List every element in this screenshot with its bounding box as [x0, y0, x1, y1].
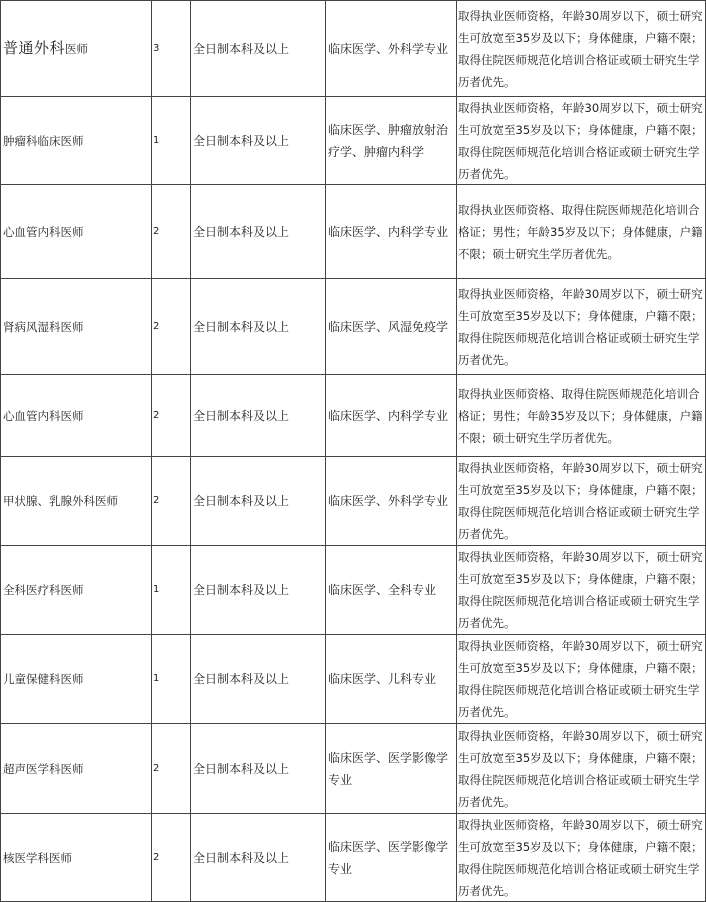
- requirements-text: 取得执业医师资格、取得住院医师规范化培训合格证；男性；年龄35岁及以下；身体健康，户籍不限；硕士研究生学历者优先。: [458, 386, 703, 445]
- requirements-cell: [457, 1, 706, 96]
- major-cell: [326, 457, 456, 545]
- requirements-cell: [457, 279, 706, 374]
- education-cell: [191, 814, 325, 902]
- table-column-divider: [190, 0, 191, 902]
- major-text: 临床医学、肿瘤放射治疗学、肿瘤内科学: [328, 122, 449, 159]
- requirements-text: 取得执业医师资格、取得住院医师规范化培训合格证；男性；年龄35岁及以下；身体健康，户籍不限；硕士研究生学历者优先。: [458, 202, 703, 261]
- education-cell: [191, 1, 325, 96]
- major-text: 临床医学、内科学专业: [328, 224, 449, 239]
- count-text: 1: [153, 673, 160, 684]
- education-text: 全日制本科及以上: [193, 851, 290, 865]
- table-column-divider: [456, 0, 457, 902]
- education-text: 全日制本科及以上: [193, 583, 290, 597]
- count-text: 3: [153, 42, 160, 54]
- position-text: 医师: [65, 42, 89, 56]
- major-text: 临床医学、外科学专业: [328, 41, 449, 56]
- major-cell: [326, 1, 456, 96]
- requirements-text: 取得执业医师资格，年龄30周岁以下，硕士研究生可放宽至35岁及以下；身体健康，户籍不限；取得住院医师规范化培训合格证或硕士研究生学历者优先。: [458, 728, 703, 809]
- requirements-cell: [457, 185, 706, 278]
- position-text: 肾病风湿科医师: [3, 319, 84, 334]
- table-row-divider: [0, 374, 706, 375]
- count-cell: [152, 1, 190, 96]
- position-text: 肿瘤科临床医师: [3, 133, 84, 148]
- education-cell: [191, 546, 325, 634]
- position-cell: [1, 546, 151, 634]
- requirements-cell: [457, 97, 706, 184]
- major-cell: [326, 814, 456, 902]
- position-cell: [1, 279, 151, 374]
- requirements-text: 取得执业医师资格，年龄30周岁以下，硕士研究生可放宽至35岁及以下；身体健康，户籍不限；取得住院医师规范化培训合格证或硕士研究生学历者优先。: [458, 550, 703, 630]
- table-row-divider: [0, 723, 706, 724]
- table-column-divider: [325, 0, 326, 902]
- count-text: 1: [153, 134, 160, 146]
- count-cell: [152, 185, 190, 278]
- major-cell: [326, 97, 456, 184]
- major-cell: [326, 185, 456, 278]
- education-cell: [191, 375, 325, 456]
- position-cell: [1, 185, 151, 278]
- position-cell: [1, 814, 151, 902]
- position-prefix: 普通外科: [3, 39, 66, 57]
- position-text: 甲状腺、乳腺外科医师: [3, 494, 118, 508]
- major-text: 临床医学、医学影像学专业: [328, 840, 449, 876]
- position-cell: [1, 1, 151, 96]
- table-row-divider: [0, 0, 706, 1]
- education-cell: [191, 97, 325, 184]
- education-text: 全日制本科及以上: [193, 408, 290, 423]
- requirements-text: 取得执业医师资格，年龄30周岁以下，硕士研究生可放宽至35岁及以下；身体健康，户籍不限；取得住院医师规范化培训合格证或硕士研究生学历者优先。: [458, 286, 703, 367]
- position-text: 心血管内科医师: [3, 224, 84, 239]
- count-cell: [152, 724, 190, 813]
- major-text: 临床医学、风湿免疫学: [328, 319, 449, 334]
- count-text: 2: [153, 495, 160, 506]
- education-text: 全日制本科及以上: [193, 672, 290, 686]
- requirements-cell: [457, 635, 706, 723]
- education-text: 全日制本科及以上: [193, 41, 290, 56]
- education-cell: [191, 457, 325, 545]
- requirements-text: 取得执业医师资格，年龄30周岁以下，硕士研究生可放宽至35岁及以下；身体健康，户籍不限；取得住院医师规范化培训合格证或硕士研究生学历者优先。: [458, 8, 703, 89]
- count-text: 2: [153, 852, 160, 863]
- major-cell: [326, 724, 456, 813]
- requirements-text: 取得执业医师资格，年龄30周岁以下，硕士研究生可放宽至35岁及以下；身体健康，户籍不限；取得住院医师规范化培训合格证或硕士研究生学历者优先。: [458, 639, 703, 719]
- education-text: 全日制本科及以上: [193, 761, 290, 776]
- major-cell: [326, 375, 456, 456]
- major-text: 临床医学、外科学专业: [328, 494, 449, 508]
- education-cell: [191, 724, 325, 813]
- education-text: 全日制本科及以上: [193, 319, 290, 334]
- count-cell: [152, 635, 190, 723]
- requirements-text: 取得执业医师资格，年龄30周岁以下，硕士研究生可放宽至35岁及以下；身体健康，户籍不限；取得住院医师规范化培训合格证或硕士研究生学历者优先。: [458, 461, 703, 541]
- count-cell: [152, 97, 190, 184]
- position-text: 超声医学科医师: [3, 761, 84, 776]
- table-row-divider: [0, 813, 706, 814]
- requirements-cell: [457, 375, 706, 456]
- requirements-cell: [457, 457, 706, 545]
- table-row-divider: [0, 96, 706, 97]
- major-text: 临床医学、内科学专业: [328, 408, 449, 423]
- table-column-divider: [0, 0, 1, 902]
- count-cell: [152, 279, 190, 374]
- major-cell: [326, 546, 456, 634]
- position-text: 核医学科医师: [3, 851, 72, 865]
- table-row-divider: [0, 456, 706, 457]
- table-row-divider: [0, 278, 706, 279]
- education-cell: [191, 185, 325, 278]
- table-row-divider: [0, 634, 706, 635]
- education-cell: [191, 635, 325, 723]
- position-cell: [1, 457, 151, 545]
- count-text: 2: [153, 762, 160, 774]
- count-text: 2: [153, 409, 160, 421]
- count-text: 1: [153, 584, 160, 595]
- table-row-divider: [0, 184, 706, 185]
- position-cell: [1, 724, 151, 813]
- count-cell: [152, 457, 190, 545]
- table-row-divider: [0, 545, 706, 546]
- requirements-cell: [457, 546, 706, 634]
- requirements-text: 取得执业医师资格，年龄30周岁以下，硕士研究生可放宽至35岁及以下；身体健康，户籍不限；取得住院医师规范化培训合格证或硕士研究生学历者优先。: [458, 100, 703, 181]
- position-cell: [1, 635, 151, 723]
- major-text: 临床医学、医学影像学专业: [328, 750, 449, 787]
- education-text: 全日制本科及以上: [193, 133, 290, 148]
- major-cell: [326, 635, 456, 723]
- count-cell: [152, 814, 190, 902]
- education-text: 全日制本科及以上: [193, 224, 290, 239]
- table-column-divider: [151, 0, 152, 902]
- position-cell: [1, 375, 151, 456]
- requirements-cell: [457, 814, 706, 902]
- count-cell: [152, 546, 190, 634]
- major-text: 临床医学、全科专业: [328, 583, 437, 597]
- position-text: 儿童保健科医师: [3, 672, 84, 686]
- position-text: 全科医疗科医师: [3, 583, 84, 597]
- major-text: 临床医学、儿科专业: [328, 672, 437, 686]
- count-cell: [152, 375, 190, 456]
- count-text: 2: [153, 225, 160, 237]
- count-text: 2: [153, 320, 160, 332]
- requirements-cell: [457, 724, 706, 813]
- requirements-text: 取得执业医师资格，年龄30周岁以下，硕士研究生可放宽至35岁及以下；身体健康，户籍不限；取得住院医师规范化培训合格证或硕士研究生学历者优先。: [458, 818, 703, 898]
- education-cell: [191, 279, 325, 374]
- position-text: 心血管内科医师: [3, 408, 84, 423]
- education-text: 全日制本科及以上: [193, 494, 290, 508]
- position-cell: [1, 97, 151, 184]
- major-cell: [326, 279, 456, 374]
